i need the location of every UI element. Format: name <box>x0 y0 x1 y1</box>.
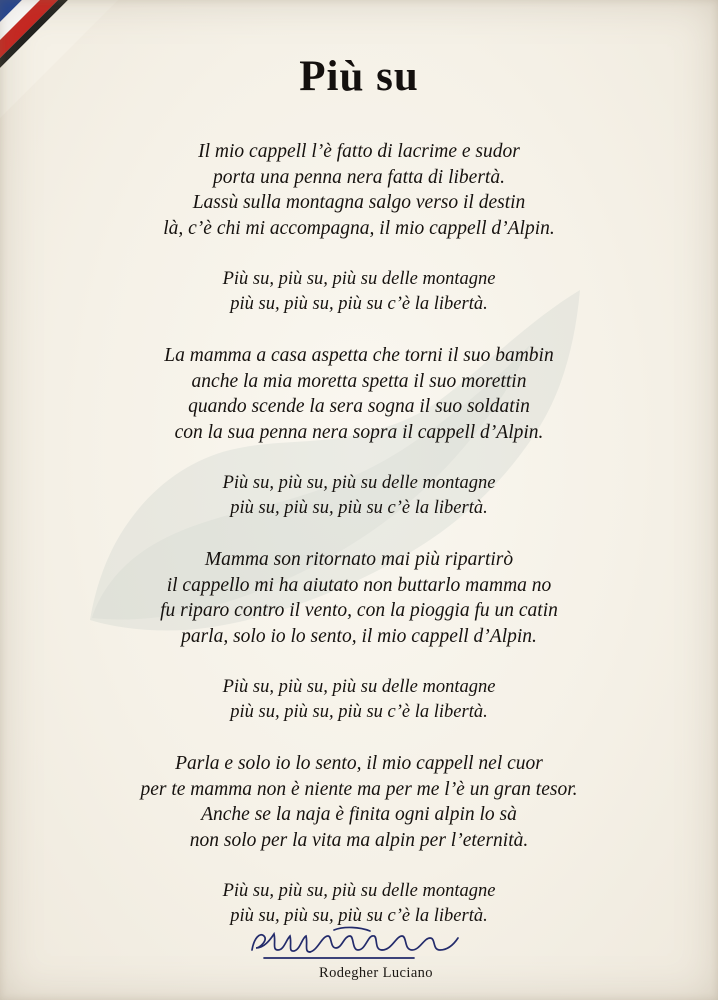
handwritten-signature-icon <box>244 924 474 964</box>
stanza-verse-3 <box>40 547 678 649</box>
lyric-line: Più su, più su, più su delle montagne <box>222 881 496 901</box>
lyric-line: Più su, più su, più su delle montagne <box>222 269 496 289</box>
stanza-chorus-3 <box>40 675 678 725</box>
lyric-line: Il mio cappell l’è fatto di lacrime e sudor <box>198 141 520 162</box>
lyric-line: più su, più su, più su c’è la libertà. <box>230 702 488 722</box>
lyric-line: più su, più su, più su c’è la libertà. <box>230 498 488 518</box>
stanza-verse-2 <box>40 343 678 445</box>
lyric-line: anche la mia moretta spetta il suo morettin <box>191 370 527 392</box>
lyric-line: Lassù sulla montagna salgo verso il destin <box>192 192 526 213</box>
page-title: Più su <box>299 53 419 100</box>
signature-block <box>0 924 718 982</box>
lyric-line: Più su, più su, più su delle montagne <box>222 473 496 493</box>
lyric-line: non solo per la vita ma alpin per l’eternità. <box>189 829 529 851</box>
stanza-verse-1 <box>40 139 678 241</box>
lyric-line: più su, più su, più su c’è la libertà. <box>230 906 488 926</box>
lyric-line: Parla e solo io lo sento, il mio cappell nel cuor <box>175 753 543 774</box>
stanza-chorus-1 <box>40 267 678 317</box>
lyric-line: porta una penna nera fatta di libertà. <box>213 166 505 188</box>
lyric-line: più su, più su, più su c’è la libertà. <box>230 294 488 314</box>
stanza-chorus-4 <box>40 879 678 929</box>
lyric-line: il cappello mi ha aiutato non buttarlo mamma no <box>166 574 552 596</box>
lyric-line: per te mamma non è niente ma per me l’è un gran tesor. <box>140 778 578 800</box>
lyric-line: La mamma a casa aspetta che torni il suo bambin <box>164 345 554 366</box>
lyric-line: Anche se la naja è finita ogni alpin lo sà <box>201 804 517 825</box>
stanza-verse-4 <box>40 751 678 853</box>
lyric-line: là, c’è chi mi accompagna, il mio cappell d’Alpin. <box>163 217 555 239</box>
lyrics-body <box>0 101 718 929</box>
lyric-line: parla, solo io lo sento, il mio cappell d’Alpin. <box>181 625 537 647</box>
stanza-chorus-2 <box>40 471 678 521</box>
lyric-line: Più su, più su, più su delle montagne <box>222 677 496 697</box>
signature-name: Rodegher Luciano <box>319 965 433 981</box>
lyric-line: con la sua penna nera sopra il cappell d’Alpin. <box>174 421 544 443</box>
lyric-line: fu riparo contro il vento, con la pioggia fu un catin <box>160 600 558 621</box>
lyric-line: Mamma son ritornato mai più ripartirò <box>204 549 514 570</box>
lyric-line: quando scende la sera sogna il suo soldatin <box>188 396 530 417</box>
